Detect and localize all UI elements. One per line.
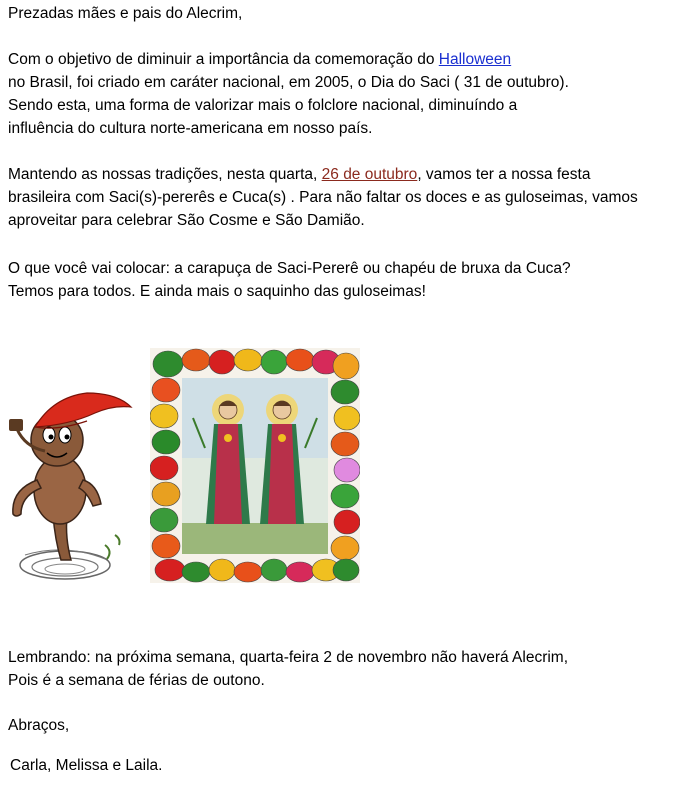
intro-line-4: influência do cultura norte-americana em nosso país. [8,120,373,137]
sao-cosme-damiao-candy-frame [150,348,360,583]
reminder-line-1: Lembrando: na próxima semana, quarta-feira 2 de novembro não haverá Alecrim, [8,649,569,666]
party-text-post: , vamos ter a nossa festa [417,166,591,183]
closing-line: Abraços, [8,717,70,734]
intro-line-2: no Brasil, foi criado em caráter nacional, em 2005, o Dia do Saci ( 31 de outubro). [8,74,569,91]
party-text-pre: Mantendo as nossas tradições, nesta quarta, [8,166,322,183]
question-line-2: Temos para todos. E ainda mais o saquinho das guloseimas! [8,283,426,300]
reminder-line-2: Pois é a semana de férias de outono. [8,672,265,689]
question-line-1: O que você vai colocar: a carapuça de Saci-Pererê ou chapéu de bruxa da Cuca? [8,260,571,277]
party-line-3: aproveitar para celebrar São Cosme e São Damião. [8,212,365,229]
intro-line-1 [8,48,511,71]
intro-text: Com o objetivo de diminuir a importância da comemoração do [8,51,439,68]
party-line-2: brasileira com Saci(s)-pererês e Cuca(s) . Para não faltar os doces e as guloseimas, vamos [8,189,638,206]
saint-cosme [206,394,250,524]
greeting-line: Prezadas mães e pais do Alecrim, [8,5,243,22]
signature-line: Carla, Melissa e Laila. [10,757,163,774]
saint-damiao [260,394,304,524]
date-link[interactable]: 26 de outubro [321,166,418,183]
intro-line-3: Sendo esta, uma forma de valorizar mais o folclore nacional, diminuíndo a [8,97,518,114]
party-line-1 [8,163,590,186]
halloween-link[interactable]: Halloween [438,51,512,68]
saci-perere-illustration [5,385,135,595]
